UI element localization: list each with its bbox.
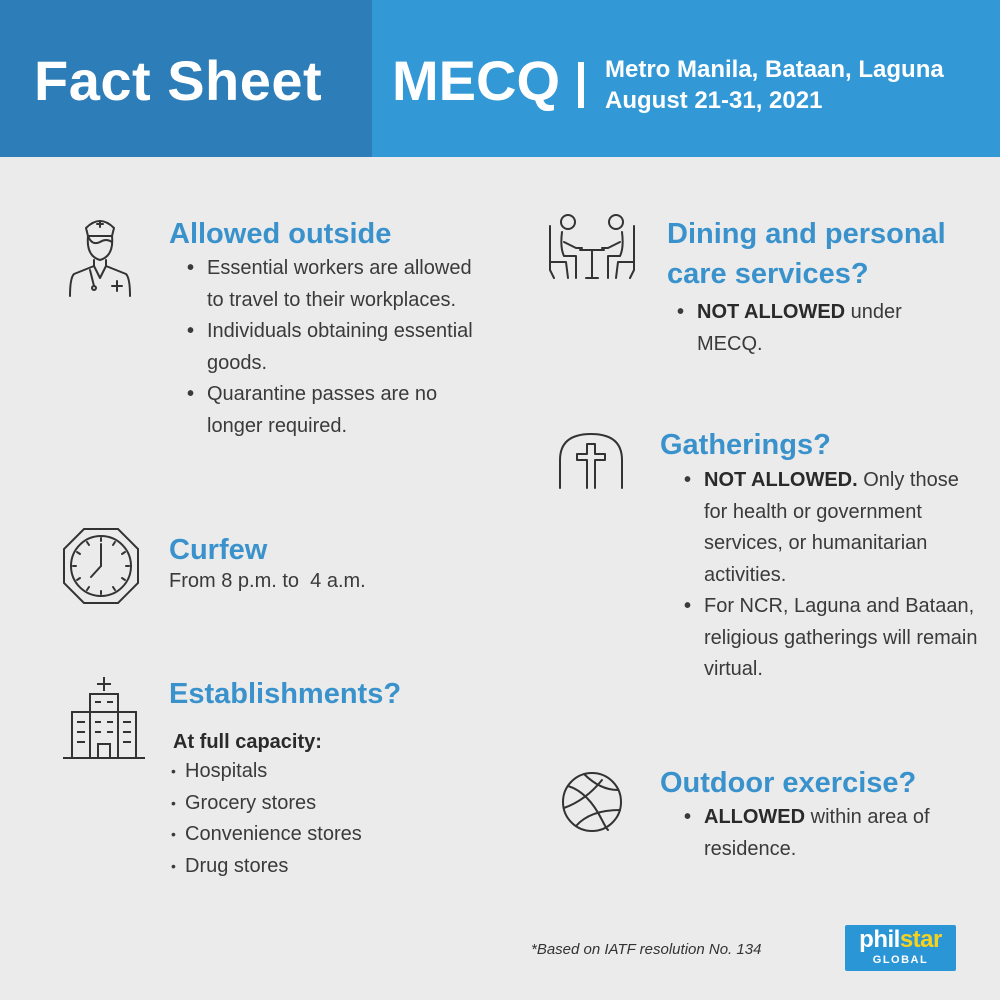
curfew-text: From 8 p.m. to 4 a.m. bbox=[169, 570, 366, 592]
curfew-heading: Curfew bbox=[169, 534, 268, 566]
establishments-subheading: At full capacity: bbox=[173, 731, 322, 753]
footnote: *Based on IATF resolution No. 134 bbox=[531, 941, 762, 958]
list-item: • For NCR, Laguna and Bataan, religious gatherings will remain virtual. bbox=[682, 591, 982, 686]
gatherings-list bbox=[682, 465, 982, 686]
header-divider bbox=[578, 62, 584, 108]
dining-list bbox=[675, 297, 945, 360]
header-dates: August 21-31, 2021 bbox=[605, 87, 823, 114]
hospital-icon bbox=[62, 676, 146, 760]
church-cross-icon bbox=[556, 430, 626, 490]
allowed-label: ALLOWED bbox=[704, 806, 806, 828]
list-item: • Quarantine passes are no longer required. bbox=[185, 379, 475, 442]
clock-icon bbox=[62, 527, 140, 605]
logo-phil: phil bbox=[859, 926, 900, 953]
gatherings-detail: Only those for health or government services, or humanitarian activities. bbox=[704, 469, 959, 586]
establishments-list bbox=[171, 756, 461, 882]
dining-heading bbox=[667, 214, 946, 294]
basketball-icon bbox=[560, 770, 624, 834]
dining-heading-line1: Dining and personal bbox=[667, 218, 946, 250]
dining-icon bbox=[546, 212, 638, 282]
header-areas: Metro Manila, Bataan, Laguna bbox=[605, 56, 944, 83]
header-banner bbox=[0, 0, 1000, 157]
list-item: • Essential workers are allowed to travel to their workplaces. bbox=[185, 253, 475, 316]
allowed-outside-list bbox=[185, 253, 475, 442]
dining-heading-line2: care services? bbox=[667, 258, 869, 290]
list-item: • Convenience stores bbox=[171, 819, 461, 851]
page-title: Fact Sheet bbox=[34, 49, 323, 112]
logo-star: star bbox=[899, 926, 942, 953]
list-item bbox=[682, 802, 962, 865]
list-item: • Hospitals bbox=[171, 756, 461, 788]
list-item bbox=[675, 297, 945, 360]
not-allowed-label: NOT ALLOWED bbox=[697, 301, 846, 323]
not-allowed-label: NOT ALLOWED. bbox=[704, 469, 858, 491]
header-subtitle bbox=[605, 54, 944, 116]
list-item: • Drug stores bbox=[171, 851, 461, 883]
outdoor-list bbox=[682, 802, 962, 865]
list-item bbox=[682, 465, 982, 591]
logo-wordmark bbox=[845, 927, 956, 953]
quarantine-status: MECQ bbox=[392, 49, 560, 112]
establishments-heading: Establishments? bbox=[169, 678, 402, 710]
list-item: • Grocery stores bbox=[171, 788, 461, 820]
dining-detail: under MECQ. bbox=[697, 301, 902, 355]
nurse-icon bbox=[66, 212, 134, 298]
gatherings-heading: Gatherings? bbox=[660, 429, 831, 461]
allowed-outside-heading: Allowed outside bbox=[169, 218, 392, 250]
outdoor-heading: Outdoor exercise? bbox=[660, 767, 917, 799]
list-item: • Individuals obtaining essential goods. bbox=[185, 316, 475, 379]
philstar-logo bbox=[845, 925, 956, 971]
logo-global: GLOBAL bbox=[872, 954, 929, 966]
outdoor-detail: within area of residence. bbox=[704, 806, 930, 860]
